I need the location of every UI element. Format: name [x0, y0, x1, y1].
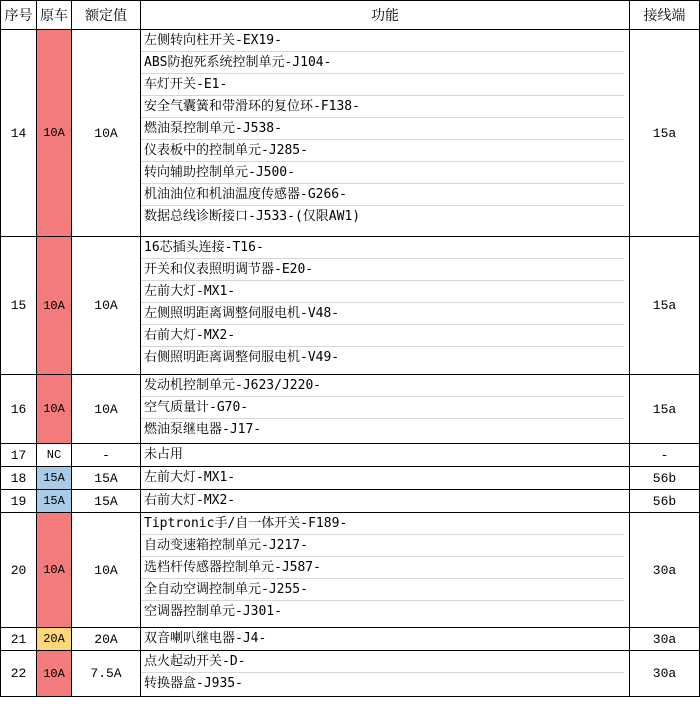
header-row [1, 1, 700, 30]
fuse-number: 16 [1, 375, 37, 444]
fuse-number: 18 [1, 467, 37, 490]
function-item: 自动变速箱控制单元-J217- [141, 535, 624, 557]
table-row [1, 628, 700, 651]
fuse-table-body [1, 30, 700, 697]
rated-value: 15A [72, 490, 141, 513]
terminal-cell: 15a [630, 237, 700, 375]
function-item: 16芯插头连接-T16- [141, 237, 624, 259]
original-fuse-cell: 15A [37, 467, 72, 490]
table-row [1, 490, 700, 513]
header-rated: 额定值 [72, 1, 141, 30]
table-row [1, 375, 700, 444]
function-item: 左侧转向柱开关-EX19- [141, 30, 624, 52]
terminal-cell: 56b [630, 490, 700, 513]
rated-value: 7.5A [72, 651, 141, 697]
function-item: 未占用 [144, 447, 184, 462]
rated-value: 10A [72, 375, 141, 444]
header-terminal: 接线端 [630, 1, 700, 30]
function-list [141, 444, 630, 467]
terminal-cell: 30a [630, 628, 700, 651]
original-fuse-cell: 10A [37, 375, 72, 444]
original-fuse-cell: NC [37, 444, 72, 467]
table-row [1, 30, 700, 237]
table-row [1, 467, 700, 490]
terminal-cell: 56b [630, 467, 700, 490]
header-function: 功能 [141, 1, 630, 30]
fuse-number: 14 [1, 30, 37, 237]
function-item: 左前大灯-MX1- [141, 281, 624, 303]
terminal-cell: 15a [630, 375, 700, 444]
rated-value: 10A [72, 237, 141, 375]
function-item: 安全气囊簧和带滑环的复位环-F138- [141, 96, 624, 118]
function-item: 车灯开关-E1- [141, 74, 624, 96]
function-item: 数据总线诊断接口-J533-(仅限AW1) [144, 209, 361, 224]
table-row [1, 444, 700, 467]
function-item: 转换器盒-J935- [144, 676, 243, 691]
function-list [141, 375, 630, 444]
function-item: 开关和仪表照明调节器-E20- [141, 259, 624, 281]
table-row [1, 651, 700, 697]
function-list [141, 237, 630, 375]
rated-value: 10A [72, 513, 141, 628]
function-list [141, 467, 630, 490]
function-item: 左前大灯-MX1- [144, 470, 236, 485]
function-list [141, 651, 630, 697]
table-row [1, 237, 700, 375]
fuse-number: 19 [1, 490, 37, 513]
function-item: 燃油泵继电器-J17- [144, 422, 262, 437]
original-fuse-cell: 10A [37, 30, 72, 237]
table-row [1, 513, 700, 628]
function-list [141, 628, 630, 651]
function-item: 全自动空调控制单元-J255- [141, 579, 624, 601]
header-no: 序号 [1, 1, 37, 30]
function-item: ABS防抱死系统控制单元-J104- [141, 52, 624, 74]
function-item: 右前大灯-MX2- [141, 325, 624, 347]
original-fuse-cell: 10A [37, 513, 72, 628]
function-item: 点火起动开关-D- [141, 651, 624, 673]
function-item: 燃油泵控制单元-J538- [141, 118, 624, 140]
function-item: 空调器控制单元-J301- [144, 604, 282, 619]
function-item: 双音喇叭继电器-J4- [144, 631, 267, 646]
fuse-number: 21 [1, 628, 37, 651]
function-list [141, 490, 630, 513]
fuse-number: 17 [1, 444, 37, 467]
header-original: 原车 [37, 1, 72, 30]
rated-value: 10A [72, 30, 141, 237]
function-item: 左侧照明距离调整伺服电机-V48- [141, 303, 624, 325]
terminal-cell: - [630, 444, 700, 467]
rated-value: - [72, 444, 141, 467]
original-fuse-cell: 20A [37, 628, 72, 651]
function-item: 右侧照明距离调整伺服电机-V49- [144, 350, 340, 365]
rated-value: 20A [72, 628, 141, 651]
fuse-number: 15 [1, 237, 37, 375]
terminal-cell: 15a [630, 30, 700, 237]
function-item: 发动机控制单元-J623/J220- [141, 375, 624, 397]
function-list [141, 513, 630, 628]
function-item: 机油油位和机油温度传感器-G266- [141, 184, 624, 206]
original-fuse-cell: 10A [37, 651, 72, 697]
terminal-cell: 30a [630, 513, 700, 628]
function-item: 转向辅助控制单元-J500- [141, 162, 624, 184]
fuse-number: 20 [1, 513, 37, 628]
function-list [141, 30, 630, 237]
rated-value: 15A [72, 467, 141, 490]
function-item: 右前大灯-MX2- [144, 493, 236, 508]
function-item: 选档杆传感器控制单元-J587- [141, 557, 624, 579]
original-fuse-cell: 10A [37, 237, 72, 375]
original-fuse-cell: 15A [37, 490, 72, 513]
fuse-number: 22 [1, 651, 37, 697]
function-item: Tiptronic手/自一体开关-F189- [141, 513, 624, 535]
function-item: 空气质量计-G70- [141, 397, 624, 419]
terminal-cell: 30a [630, 651, 700, 697]
function-item: 仪表板中的控制单元-J285- [141, 140, 624, 162]
